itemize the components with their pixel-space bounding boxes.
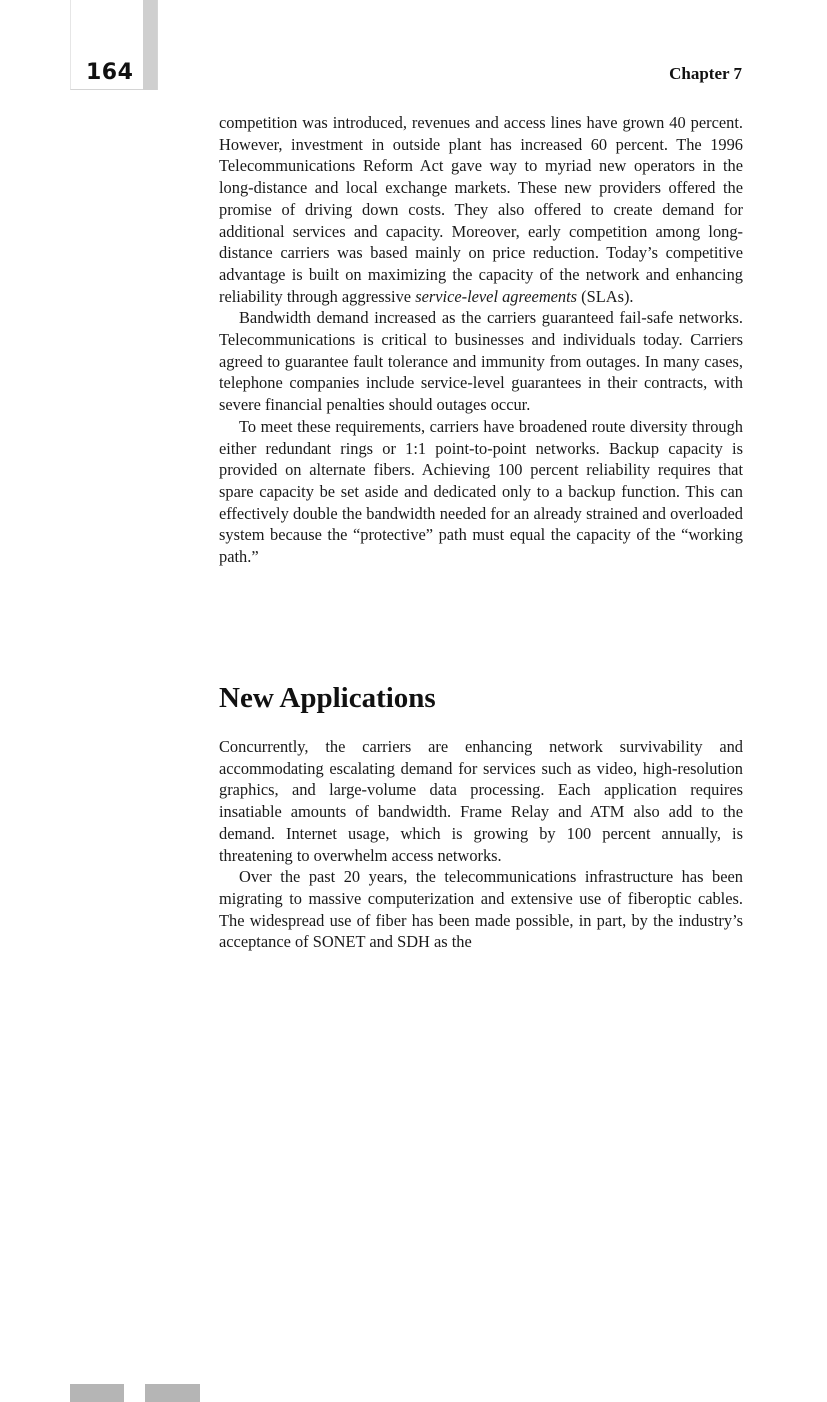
paragraph: To meet these requirements, carriers have broadened route diversity through either redundant rings or 1:1 point-to-point networks. Backup capacity is provided on alternate fibers. Achieving 100 percent reliability requires that spare capacity be set aside and dedicated only to a backup function. This can effectively double the bandwidth needed for an already strained and overloaded system because the “protective” path must equal the capacity of the “working path.” xyxy=(219,416,743,567)
heading-bar-left xyxy=(70,1384,124,1402)
body-text-top xyxy=(219,112,743,568)
section-heading: New Applications xyxy=(219,682,436,714)
body-text-bottom xyxy=(219,736,743,953)
paragraph: Concurrently, the carriers are enhancing network survivability and accommodating escalating demand for services such as video, high-resolution graphics, and large-volume data processing. Each application requires insatiable amounts of bandwidth. Frame Relay and ATM also add to the demand. Internet usage, which is growing by 100 percent annually, is threatening to overwhelm access networks. xyxy=(219,737,743,865)
paragraph-text: competition was introduced, revenues and access lines have grown 40 percent. However, investment in outside plant has increased 60 percent. The 1996 Telecommunications Reform Act gave way to myriad new operators in the long-distance and local exchange markets. These new providers offered the promise of driving down costs. They also offered to create demand for additional services and capacity. Moreover, early competition among long-distance carriers was based mainly on price reduction. Today’s competitive advantage is built on maximizing the capacity of the network and enhancing reliability through aggressive xyxy=(219,113,743,306)
emphasized-term: service-level agreements xyxy=(415,286,578,306)
page-tab-bar xyxy=(143,0,157,90)
paragraph: Bandwidth demand increased as the carriers guaranteed fail-safe networks. Telecommunications is critical to businesses and individuals today. Carriers agreed to guarantee fault tolerance and immunity from outages. In many cases, telephone companies include service-level guarantees in their contracts, with severe financial penalties should outages occur. xyxy=(219,308,743,415)
paragraph: Over the past 20 years, the telecommunications infrastructure has been migrating to massive computerization and extensive use of fiberoptic cables. The widespread use of fiber has been made possible, in part, by the industry’s acceptance of SONET and SDH as the xyxy=(219,867,743,952)
chapter-label: Chapter 7 xyxy=(669,64,742,83)
page-number: 164 xyxy=(86,60,134,85)
heading-bar-right xyxy=(145,1384,200,1402)
paragraph xyxy=(219,112,743,307)
paragraph-text: (SLAs). xyxy=(581,286,634,306)
